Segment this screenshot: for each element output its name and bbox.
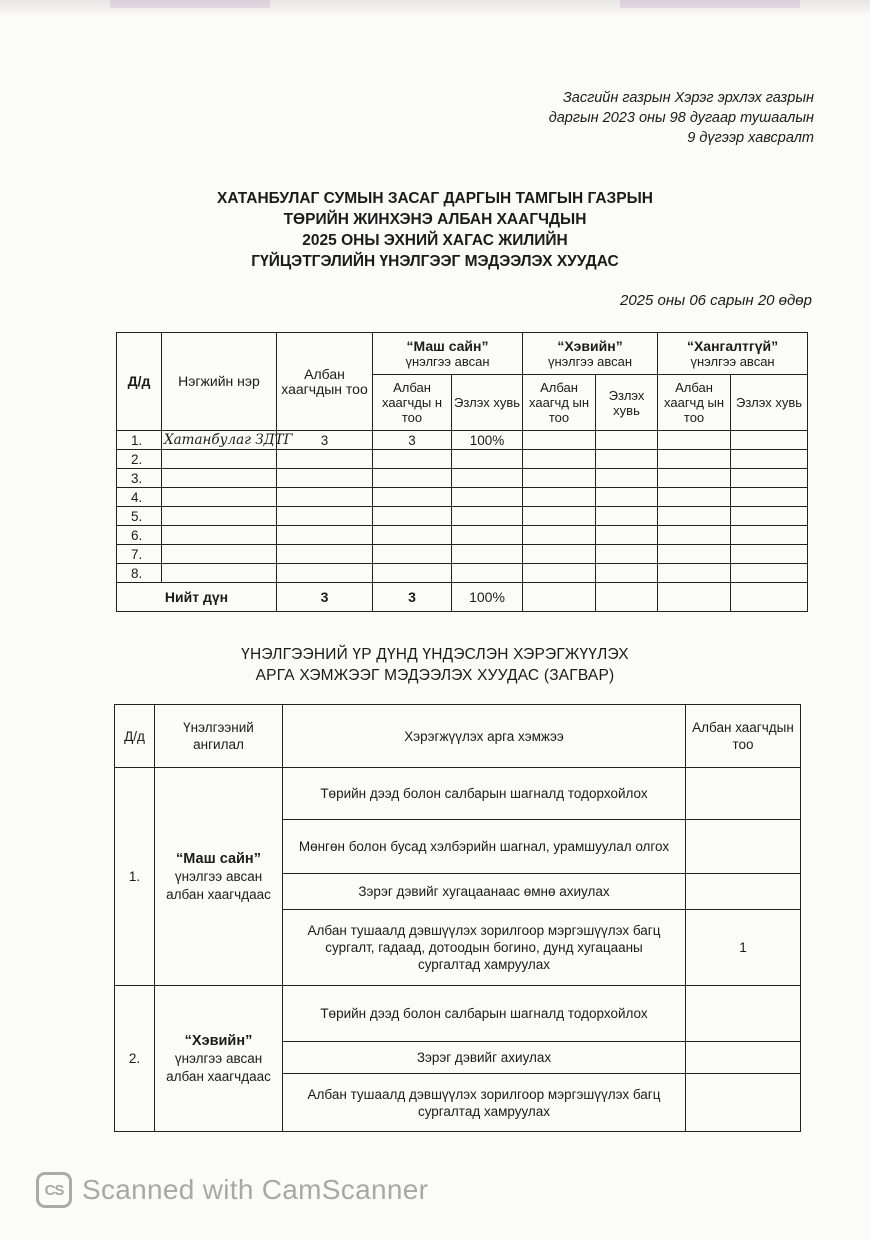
measure-officer-count bbox=[686, 1074, 801, 1132]
scan-bleed-mark bbox=[620, 0, 800, 8]
subcol-officers-header: Албан хаагчд ын тоо bbox=[523, 375, 596, 431]
category-cell bbox=[155, 768, 283, 986]
col-officer-count-header: Албан хаагчдын тоо bbox=[277, 333, 373, 431]
category-description: үнэлгээ авсан албан хаагчдаас bbox=[166, 1050, 271, 1084]
table-row bbox=[117, 431, 808, 450]
insufficient-count-cell bbox=[658, 431, 731, 450]
total-row bbox=[117, 583, 808, 612]
title-line: ХАТАНБУЛАГ СУМЫН ЗАСАГ ДАРГЫН ТАМГЫН ГАЗРЫН bbox=[217, 190, 653, 207]
measure-text: Албан тушаалд дэвшүүлэх зорилгоор мэргэшүүлэх багц сургалт, гадаад, дотоодын богино, дунд хугацааны сургалтад хамруулах bbox=[283, 910, 686, 986]
normal-count-cell bbox=[523, 431, 596, 450]
summary-table-body bbox=[117, 431, 808, 583]
normal-share-cell bbox=[596, 526, 658, 545]
total-count: 3 bbox=[277, 583, 373, 612]
very-good-share-cell: 100% bbox=[452, 431, 523, 450]
subtitle-line: ҮНЭЛГЭЭНИЙ ҮР ДҮНД ҮНДЭСЛЭН ХЭРЭГЖҮҮЛЭХ bbox=[241, 646, 629, 663]
normal-count-cell bbox=[523, 507, 596, 526]
group-subtitle: үнэлгээ авсан bbox=[405, 353, 490, 369]
row-number: 7. bbox=[117, 545, 162, 564]
table-row bbox=[117, 507, 808, 526]
total-cell bbox=[523, 583, 596, 612]
category-cell bbox=[155, 986, 283, 1132]
group-normal-title: “Хэвийн” bbox=[557, 337, 623, 354]
normal-share-cell bbox=[596, 431, 658, 450]
document-title bbox=[0, 188, 870, 272]
normal-count-cell bbox=[523, 564, 596, 583]
measure-text: Албан тушаалд дэвшүүлэх зорилгоор мэргэшүүлэх багц сургалтад хамруулах bbox=[283, 1074, 686, 1132]
insufficient-share-cell bbox=[731, 564, 808, 583]
row-number: 6. bbox=[117, 526, 162, 545]
group-very-good-header bbox=[373, 333, 523, 375]
category-title: “Маш сайн” bbox=[176, 850, 261, 867]
measure-text: Төрийн дээд болон салбарын шагналд тодорхойлох bbox=[283, 986, 686, 1042]
col-officer-count-header: Албан хаагчдын тоо bbox=[686, 705, 801, 768]
total-cell bbox=[596, 583, 658, 612]
very-good-share-cell bbox=[452, 526, 523, 545]
normal-count-cell bbox=[523, 450, 596, 469]
total-very-good-count: 3 bbox=[373, 583, 452, 612]
unit-name-cell bbox=[162, 564, 277, 583]
normal-share-cell bbox=[596, 488, 658, 507]
category-description: үнэлгээ авсан албан хаагчдаас bbox=[166, 868, 271, 902]
very-good-share-cell bbox=[452, 450, 523, 469]
document-date: 2025 оны 06 сарын 20 өдөр bbox=[619, 292, 812, 309]
subcol-officers-header: Албан хаагчды н тоо bbox=[373, 375, 452, 431]
very-good-share-cell bbox=[452, 545, 523, 564]
insufficient-count-cell bbox=[658, 507, 731, 526]
category-title: “Хэвийн” bbox=[184, 1032, 253, 1049]
scan-bleed-mark bbox=[110, 0, 270, 8]
officer-count-cell: 3 bbox=[277, 431, 373, 450]
measure-officer-count bbox=[686, 768, 801, 820]
normal-count-cell bbox=[523, 526, 596, 545]
group-very-good-title: “Маш сайн” bbox=[406, 337, 489, 354]
officer-count-cell bbox=[277, 526, 373, 545]
col-dd-header: Д/д bbox=[117, 333, 162, 431]
total-label: Нийт дүн bbox=[117, 583, 277, 612]
measure-officer-count bbox=[686, 874, 801, 910]
row-number: 5. bbox=[117, 507, 162, 526]
very-good-count-cell bbox=[373, 545, 452, 564]
row-number: 4. bbox=[117, 488, 162, 507]
table-row bbox=[117, 545, 808, 564]
title-line: 2025 ОНЫ ЭХНИЙ ХАГАС ЖИЛИЙН bbox=[302, 232, 568, 249]
camscanner-text: Scanned with CamScanner bbox=[82, 1174, 429, 1205]
normal-count-cell bbox=[523, 545, 596, 564]
col-category-header: Үнэлгээний ангилал bbox=[155, 705, 283, 768]
insufficient-share-cell bbox=[731, 450, 808, 469]
measure-officer-count bbox=[686, 1042, 801, 1074]
col-measure-header: Хэрэгжүүлэх арга хэмжээ bbox=[283, 705, 686, 768]
insufficient-count-cell bbox=[658, 450, 731, 469]
very-good-count-cell: 3 bbox=[373, 431, 452, 450]
group-number: 1. bbox=[115, 768, 155, 986]
very-good-share-cell bbox=[452, 469, 523, 488]
measure-text: Мөнгөн болон бусад хэлбэрийн шагнал, урамшуулал олгох bbox=[283, 820, 686, 874]
officer-count-cell bbox=[277, 450, 373, 469]
insufficient-count-cell bbox=[658, 526, 731, 545]
group-subtitle: үнэлгээ авсан bbox=[690, 353, 775, 369]
insufficient-count-cell bbox=[658, 545, 731, 564]
unit-name-cell bbox=[162, 545, 277, 564]
total-cell bbox=[658, 583, 731, 612]
insufficient-count-cell bbox=[658, 564, 731, 583]
row-number: 8. bbox=[117, 564, 162, 583]
officer-count-cell bbox=[277, 488, 373, 507]
insufficient-share-cell bbox=[731, 469, 808, 488]
table-row bbox=[117, 469, 808, 488]
very-good-count-cell bbox=[373, 526, 452, 545]
officer-count-cell bbox=[277, 564, 373, 583]
measure-officer-count bbox=[686, 986, 801, 1042]
row-number: 2. bbox=[117, 450, 162, 469]
subcol-share-header: Эзлэх хувь bbox=[452, 375, 523, 431]
insufficient-count-cell bbox=[658, 488, 731, 507]
subcol-officers-header: Албан хаагчд ын тоо bbox=[658, 375, 731, 431]
section-subtitle bbox=[0, 644, 870, 686]
evaluation-summary-table bbox=[116, 332, 808, 612]
insufficient-share-cell bbox=[731, 526, 808, 545]
officer-count-cell bbox=[277, 469, 373, 488]
measure-text: Зэрэг дэвийг хугацаанаас өмнө ахиулах bbox=[283, 874, 686, 910]
row-number: 1. bbox=[117, 431, 162, 450]
subcol-share-header: Эзлэх хувь bbox=[731, 375, 808, 431]
very-good-count-cell bbox=[373, 450, 452, 469]
col-unit-name-header: Нэгжийн нэр bbox=[162, 333, 277, 431]
measure-officer-count: 1 bbox=[686, 910, 801, 986]
insufficient-count-cell bbox=[658, 469, 731, 488]
unit-name-cell bbox=[162, 469, 277, 488]
normal-share-cell bbox=[596, 469, 658, 488]
title-line: ТӨРИЙН ЖИНХЭНЭ АЛБАН ХААГЧДЫН bbox=[283, 211, 587, 228]
normal-share-cell bbox=[596, 564, 658, 583]
camscanner-watermark bbox=[36, 1170, 428, 1210]
unit-name-cell: Хатанбулаг ЗДТГ bbox=[162, 431, 277, 450]
table-row bbox=[117, 526, 808, 545]
approval-line: даргын 2023 оны 98 дугаар тушаалын bbox=[548, 110, 814, 126]
table-row bbox=[117, 564, 808, 583]
approval-line: 9 дүгээр хавсралт bbox=[687, 130, 814, 146]
approval-reference bbox=[454, 88, 814, 148]
approval-line: Засгийн газрын Хэрэг эрхлэх газрын bbox=[562, 90, 814, 106]
table-row bbox=[115, 986, 801, 1042]
insufficient-share-cell bbox=[731, 545, 808, 564]
very-good-share-cell bbox=[452, 564, 523, 583]
title-line: ГҮЙЦЭТГЭЛИЙН ҮНЭЛГЭЭГ МЭДЭЭЛЭХ ХУУДАС bbox=[251, 253, 619, 270]
insufficient-share-cell bbox=[731, 431, 808, 450]
unit-name-cell bbox=[162, 507, 277, 526]
normal-share-cell bbox=[596, 507, 658, 526]
insufficient-share-cell bbox=[731, 507, 808, 526]
unit-name-cell bbox=[162, 526, 277, 545]
table-row bbox=[117, 488, 808, 507]
col-dd-header: Д/д bbox=[115, 705, 155, 768]
table-row bbox=[115, 768, 801, 820]
subcol-share-header: Эзлэх хувь bbox=[596, 375, 658, 431]
measure-text: Төрийн дээд болон салбарын шагналд тодорхойлох bbox=[283, 768, 686, 820]
table-row bbox=[117, 450, 808, 469]
very-good-count-cell bbox=[373, 469, 452, 488]
row-number: 3. bbox=[117, 469, 162, 488]
measure-text: Зэрэг дэвийг ахиулах bbox=[283, 1042, 686, 1074]
officer-count-cell bbox=[277, 545, 373, 564]
group-insufficient-title: “Хангалтгүй” bbox=[686, 337, 779, 354]
measures-table bbox=[114, 704, 801, 1132]
very-good-count-cell bbox=[373, 564, 452, 583]
very-good-share-cell bbox=[452, 507, 523, 526]
measure-officer-count bbox=[686, 820, 801, 874]
normal-share-cell bbox=[596, 450, 658, 469]
very-good-share-cell bbox=[452, 488, 523, 507]
insufficient-share-cell bbox=[731, 488, 808, 507]
total-very-good-share: 100% bbox=[452, 583, 523, 612]
normal-count-cell bbox=[523, 488, 596, 507]
officer-count-cell bbox=[277, 507, 373, 526]
group-subtitle: үнэлгээ авсан bbox=[547, 353, 633, 369]
measures-table-body bbox=[115, 768, 801, 1132]
group-number: 2. bbox=[115, 986, 155, 1132]
normal-count-cell bbox=[523, 469, 596, 488]
camscanner-logo-icon: CS bbox=[36, 1172, 72, 1208]
group-normal-header bbox=[523, 333, 658, 375]
unit-name-cell bbox=[162, 488, 277, 507]
very-good-count-cell bbox=[373, 507, 452, 526]
unit-name-cell bbox=[162, 450, 277, 469]
normal-share-cell bbox=[596, 545, 658, 564]
very-good-count-cell bbox=[373, 488, 452, 507]
group-insufficient-header bbox=[658, 333, 808, 375]
subtitle-line: АРГА ХЭМЖЭЭГ МЭДЭЭЛЭХ ХУУДАС (ЗАГВАР) bbox=[255, 667, 615, 684]
total-cell bbox=[731, 583, 808, 612]
